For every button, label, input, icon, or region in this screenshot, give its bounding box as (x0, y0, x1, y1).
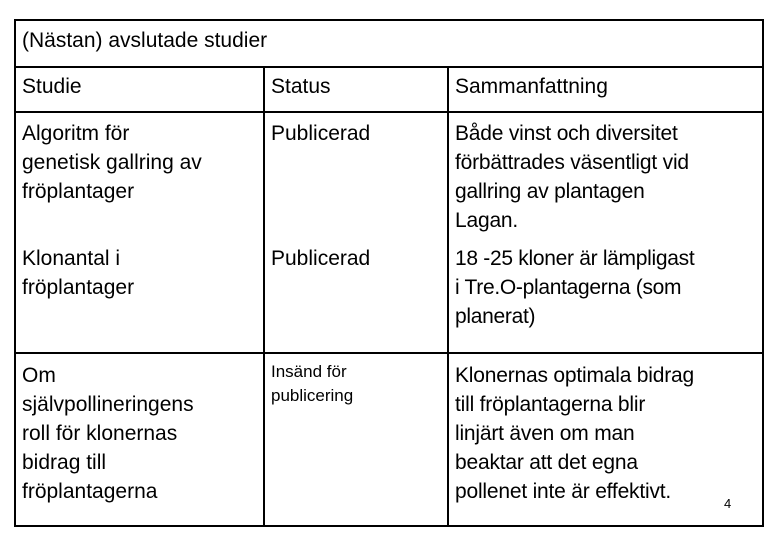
row3-summary: Klonernas optimala bidrag till fröplantagerna blir linjärt även om man beaktar att det egna pollenet inte är effektivt. (455, 364, 694, 503)
header-status: Status (271, 75, 331, 98)
row3-study: Om självpollineringens roll för klonernas bidrag till fröplantagerna (22, 364, 194, 503)
rule-under-title (14, 66, 764, 68)
header-studie: Studie (22, 75, 82, 98)
row2-study: Klonantal i fröplantager (22, 247, 135, 299)
row1-study: Algoritm för genetisk gallring av fröplantager (22, 122, 202, 203)
rule-under-row-3 (14, 352, 764, 354)
header-sammanfattning: Sammanfattning (455, 75, 608, 98)
row3-status: Insänd för publicering (271, 362, 354, 405)
rule-under-header (14, 111, 764, 113)
row1-summary: Både vinst och diversitet förbättrades väsentligt vid gallring av plantagen Lagan. (455, 122, 689, 232)
row1-status: Publicerad (271, 122, 371, 145)
table-title: (Nästan) avslutade studier (22, 29, 268, 52)
page-number: 4 (724, 496, 732, 511)
row2-status: Publicerad (271, 247, 371, 270)
row2-summary: 18 -25 kloner är lämpligast i Tre.O-plantagerna (som planerat) (455, 247, 695, 328)
